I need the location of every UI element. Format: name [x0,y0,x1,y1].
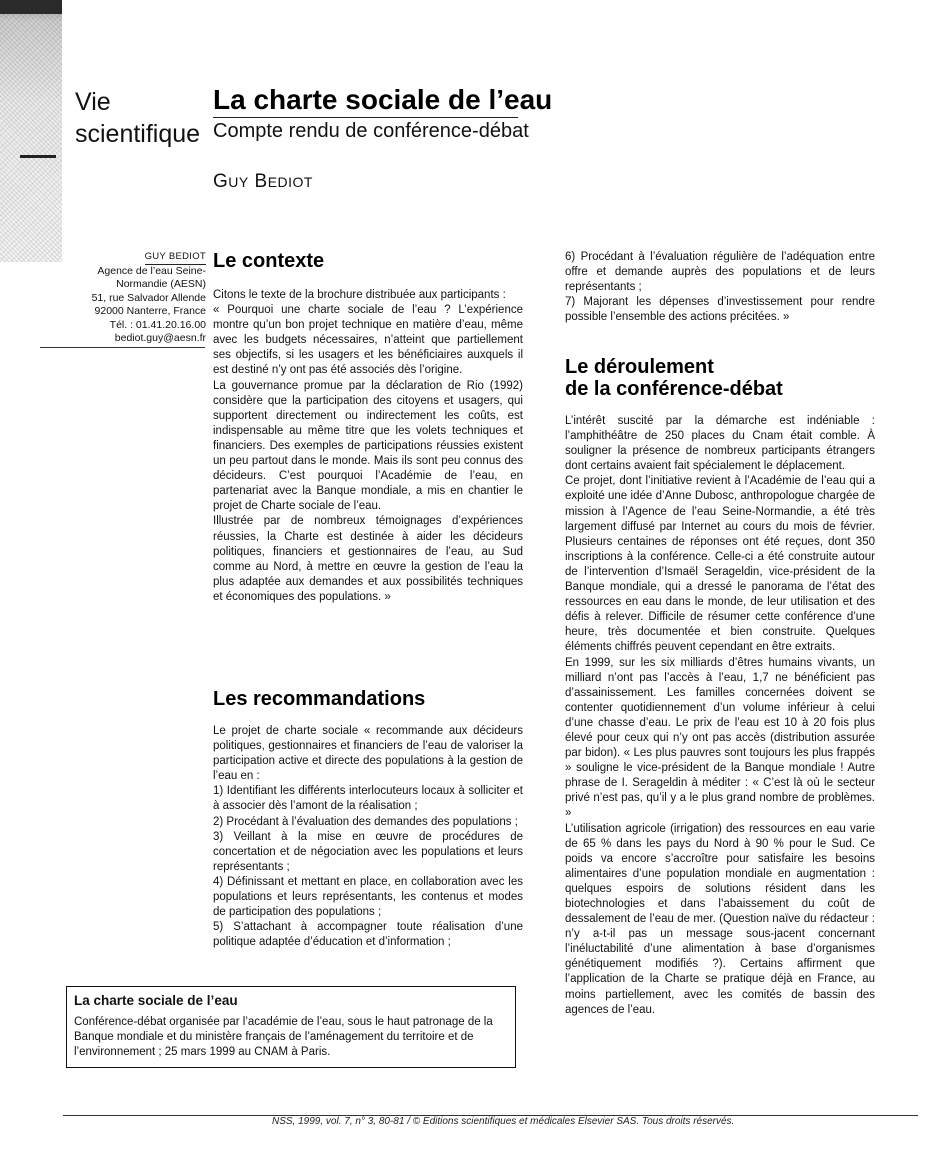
affiliation-line: Agence de l’eau Seine- [97,264,206,277]
author-rest-2: EDIOT [267,174,313,190]
list-item: 2) Procédant à l’évaluation des demandes des populations ; [213,815,518,828]
affiliation-name: GUY BEDIOT [145,250,206,265]
list-item: 3) Veillant à la mise en œuvre de procédures de concertation et de négociation avec les populations et leurs représentants ; [213,830,523,873]
list-item: 4) Définissant et mettant en place, en collaboration avec les populations et leurs représentants, les contenus et modes de participation des populations ; [213,875,523,919]
list-item: 5) S’attachant à accompagner toute réalisation d’une politique adaptée d’éducation et d’information ; [213,921,523,949]
list-item: 6) Procédant à l’évaluation régulière de l’adéquation entre offre et demande auprès des populations et de leurs représentants ; [565,251,875,294]
section-recommandations [213,688,523,950]
info-box-text: Conférence-débat organisée par l’académie de l’eau, sous le haut patronage de la Banque mondiale et du ministère français de l’aménagement du territoire et de l’environnement ; 25 mars 1999 au CNAM à Paris. [74,1016,493,1059]
list-item: 7) Majorant les dépenses d’investissement pour rendre possible l’ensemble des actions précitées. » [565,296,875,324]
footer-citation: NSS, 1999, vol. 7, n° 3, 80-81 / © Éditions scientifiques et médicales Elsevier SAS. Tous droits réservés. [272,1116,735,1127]
heading-deroulement [565,356,875,400]
affiliation-line: 51, rue Salvador Allende [91,291,206,304]
affiliation-line: Normandie (AESN) [116,278,206,290]
affiliation-line: 92000 Nanterre, France [94,305,206,317]
article-title: La charte sociale de l’eau [213,84,553,115]
section-label [75,86,200,150]
section-contexte [213,250,523,605]
info-box [66,986,516,1068]
paragraph: Ce projet, dont l’initiative revient à l’Académie de l’eau qui a exploité une idée d’Anne Dubosc, anthropologue chargée de mission à l’Agence de l’eau Seine-Normandie, a été très largement diffusé par Internet au cours du mois de février. Plusieurs centaines de réponses ont été reçues, dont 350 inscriptions à la conférence. Celle-ci a été construite autour de l’intervention d’Ismaël Serageldin, vice-président de la Banque mondiale, qui a dressé le panorama de l’état des ressources en eau dans le monde, de leur utilisation et des défis à relever. Difficile de résumer cette conférence d’une heure, très documentée et bien construite. Quelques éléments chiffrés peuvent cependant en être extraits. [565,475,875,654]
heading-contexte: Le contexte [213,250,325,272]
paragraph: L’utilisation agricole (irrigation) des ressources en eau varie de 65 % dans les pays du Nord à 90 % pour le Sud. Ce poids va encore s’accroître pour satisfaire les besoins alimentaires d’une population mondiale en augmentation : quelques espoirs de solutions résident dans les biotechnologies et dans l’abaissement du coût de dessalement de l’eau de mer. (Question naïve du rédacteur : n’y a-t-il pas un message sous-jacent concernant l’inéluctabilité d’une alimentation à base d’organismes génétiquement modifiés ?). Certains affirment que l’application de la Charte se pratique déjà en France, au moins partiellement, avec les comités de bassin des agences de l’eau. [565,822,875,1016]
corner-texture [0,0,62,262]
corner-bar [0,0,62,14]
corner-mark [20,155,56,158]
paragraph: Citons le texte de la brochure distribuée aux participants : [213,289,506,301]
author-name [213,170,313,194]
author-initial-2: B [254,171,268,192]
info-box-title: La charte sociale de l’eau [74,993,238,1008]
article-subtitle: Compte rendu de conférence-débat [213,120,529,142]
affiliation-email: bediot.guy@aesn.fr [114,332,206,344]
list-item: 1) Identifiant les différents interlocuteurs locaux à solliciter et à associer dès l’amont de la réalisation ; [213,785,523,813]
section-recommandations-continued [565,250,875,325]
paragraph: L’intérêt suscité par la démarche est indéniable : l’amphithéâtre de 250 places du Cnam était comble. À souligner la présence de nombreux participants étrangers dont certains avaient fait spécialement le déplacement. [565,415,875,473]
paragraph: Illustrée par de nombreux témoignages d’expériences réussies, la Charte est destinée à aider les décideurs politiques, financiers et gestionnaires de l’eau, au Sud comme au Nord, à mettre en œuvre la gestion de l’eau la plus adaptée aux demandes et aux possibilités techniques et économiques des populations. » [213,515,523,603]
paragraph: « Pourquoi une charte sociale de l’eau ? L’expérience montre qu’un bon projet technique en matière d’eau, même avec les budgets nécessaires, n’atteint que partiellement ses objectifs, si les usagers et les bénéficiaires auxquels il est destiné n’y ont pas été associés dès l’origine. [213,304,523,377]
paragraph: La gouvernance promue par la déclaration de Rio (1992) considère que la participation des citoyens et usagers, qui supportent directement ou indirectement les coûts, est indispensable au même titre que les volets techniques et financiers. Des exemples de participations réussies existent un peu partout dans le monde. Mais ils sont peu connus des décideurs. C’est pourquoi l’Académie de l’eau, en partenariat avec la Banque mondiale, a mis en chantier le projet de Charte sociale de l’eau. [213,379,523,513]
section-label-line1: Vie [75,88,111,116]
heading-recommandations: Les recommandations [213,688,426,710]
paragraph: Le projet de charte sociale « recommande aux décideurs politiques, gestionnaires et financiers de l’eau de valoriser la participation active et directe des populations à la gestion de l’eau en : [213,725,523,783]
section-label-line2: scientifique [75,120,201,148]
sidebar-rule [40,347,205,348]
author-initial-1: G [213,171,229,192]
section-deroulement [565,356,875,1018]
paragraph: En 1999, sur les six milliards d’êtres humains vivants, un milliard n’ont pas l’accès à l’eau, 1,7 ne bénéficient pas d’assainissement. Les familles concernées doivent se contenter quotidiennement d’un volume inférieur à celui d’une chasse d’eau. Le prix de l’eau est 10 à 20 fois plus élevé pour ceux qui n’y ont pas accès (distribution assurée par bidon). « Les plus pauvres sont toujours les plus frappés » souligne le vice-président de la Banque mondiale ! Autre phrase de I. Serageldin à méditer : « C’est là où le secteur privé n’est pas, qu’il y a le plus grand nombre de problèmes. » [565,656,875,820]
heading-line: Le déroulement [565,356,714,378]
author-rest-1: UY [228,174,249,190]
author-affiliation [46,250,206,346]
affiliation-line: Tél. : 01.41.20.16.00 [109,318,206,331]
heading-line: de la conférence-débat [565,378,783,400]
